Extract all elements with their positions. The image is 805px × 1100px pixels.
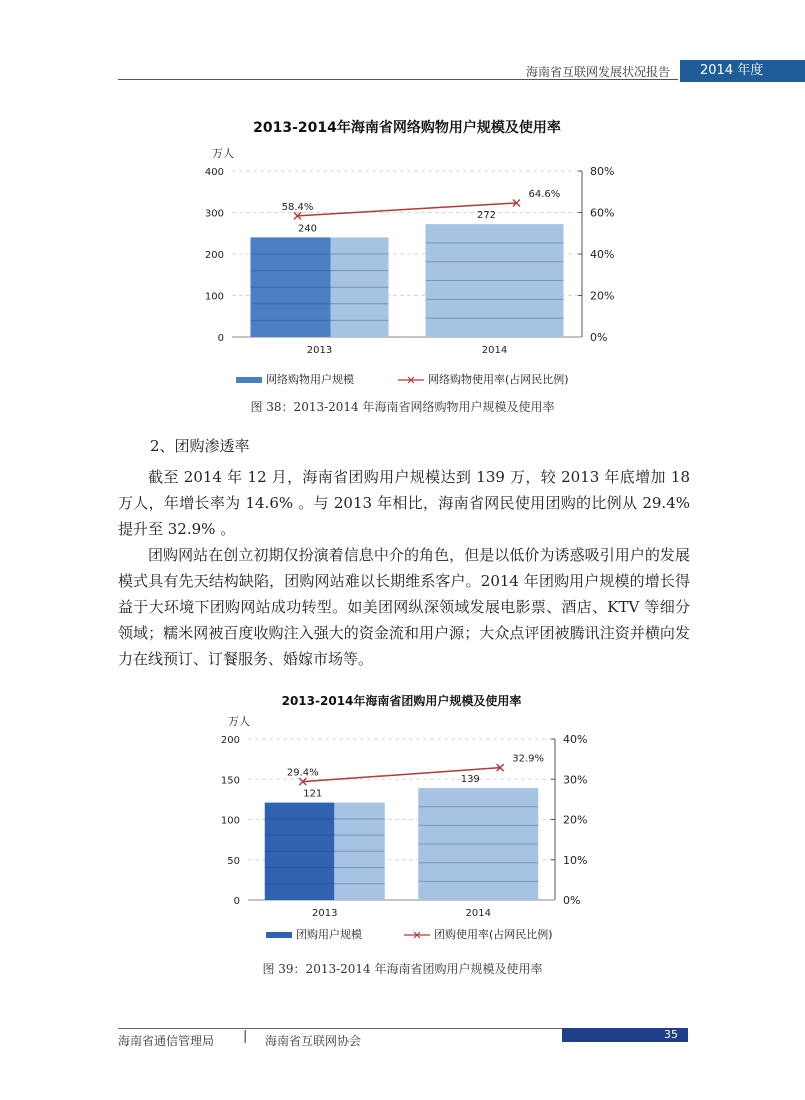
y2-tick-label: 80% (590, 165, 615, 178)
usage-rate-label: 32.9% (512, 753, 545, 765)
y-tick-label: 100 (204, 291, 224, 303)
footer-org-left: 海南省通信管理局 (118, 1034, 215, 1048)
online-shopping-chart (0, 100, 805, 399)
x-tick-label: 2014 (465, 908, 491, 919)
legend-bar-swatch (266, 932, 292, 938)
y-tick-label: 200 (220, 735, 240, 746)
chart-title: 2013-2014年海南省团购用户规模及使用率 (281, 694, 522, 708)
header-divider (118, 79, 678, 80)
legend-bar-swatch (236, 377, 262, 383)
x-tick-label: 2014 (481, 345, 508, 356)
bar-value-label: 272 (476, 210, 497, 222)
page-number: 35 (562, 1028, 688, 1042)
y-tick-label: 150 (220, 775, 240, 787)
y2-tick-label: 40% (563, 733, 588, 746)
y2-tick-label: 10% (563, 853, 588, 867)
y-tick-label: 200 (204, 250, 224, 261)
bar-value-label: 139 (460, 774, 480, 786)
report-title: 海南省互联网发展状况报告 (525, 65, 670, 79)
year-badge: 2014 年度 (680, 60, 805, 82)
y2-tick-label: 40% (590, 248, 615, 261)
figure-39-caption: 图 39：2013-2014 年海南省团购用户规模及使用率 (262, 962, 543, 976)
y2-tick-label: 60% (590, 206, 615, 220)
y-tick-label: 0 (217, 333, 224, 344)
footer-org-right: 海南省互联网协会 (265, 1034, 362, 1048)
bar-value-label: 121 (303, 788, 323, 800)
paragraph-2: 团购网站在创立初期仅扮演着信息中介的角色，但是以低价为诱惑吸引用户的发展模式具有先天结构缺陷，团购网站难以长期维系客户。2014 年团购用户规模的增长得益于大环境下团购网站成功转型。如美团网纵深领域发展电影票、酒店、KTV 等细分领域；糯米网被百度收购注入强大的资金流和用户源；大众点评团被腾讯注资并横向发力在线预订、订餐服务、婚嫁市场等。 (118, 546, 690, 668)
legend-bar-label: 团购用户规模 (296, 928, 362, 941)
y2-tick-label: 20% (563, 813, 588, 827)
figure-38-caption: 图 38：2013-2014 年海南省网络购物用户规模及使用率 (250, 400, 555, 414)
footer-separator: | (243, 1029, 248, 1044)
y2-tick-label: 20% (590, 289, 615, 303)
y-tick-label: 400 (204, 167, 224, 178)
y2-tick-label: 30% (563, 773, 588, 787)
usage-rate-label: 58.4% (281, 201, 314, 213)
legend-line-label: 团购使用率(占网民比例) (434, 928, 553, 941)
y-tick-label: 100 (220, 815, 240, 827)
bar-value-label: 240 (297, 223, 318, 235)
section-body (118, 464, 690, 672)
chart-title: 2013-2014年海南省网络购物用户规模及使用率 (253, 120, 561, 136)
group-buying-chart-svg (0, 685, 805, 955)
paragraph-1: 截至 2014 年 12 月，海南省团购用户规模达到 139 万，较 2013 年底增加 18 万人，年增长率为 14.6% 。与 2013 年相比，海南省网民使用团购的比例从 29.4% 提升至 32.9% 。 (118, 468, 690, 538)
online-shopping-chart-svg (0, 100, 805, 395)
y-axis-unit: 万人 (212, 147, 234, 160)
y-tick-label: 300 (204, 208, 224, 220)
group-buying-chart (0, 685, 805, 959)
usage-rate-label: 64.6% (528, 188, 561, 200)
y2-tick-label: 0% (590, 331, 608, 344)
legend-line-label: 网络购物使用率(占网民比例) (428, 373, 569, 386)
x-tick-label: 2013 (312, 908, 338, 919)
y-axis-unit: 万人 (228, 715, 250, 728)
y-tick-label: 0 (233, 896, 240, 907)
y-tick-label: 50 (227, 855, 240, 867)
usage-rate-label: 29.4% (286, 767, 319, 779)
section-heading: 2、团购渗透率 (150, 437, 250, 455)
y2-tick-label: 0% (563, 894, 581, 907)
legend-bar-label: 网络购物用户规模 (266, 373, 354, 386)
x-tick-label: 2013 (306, 345, 333, 356)
